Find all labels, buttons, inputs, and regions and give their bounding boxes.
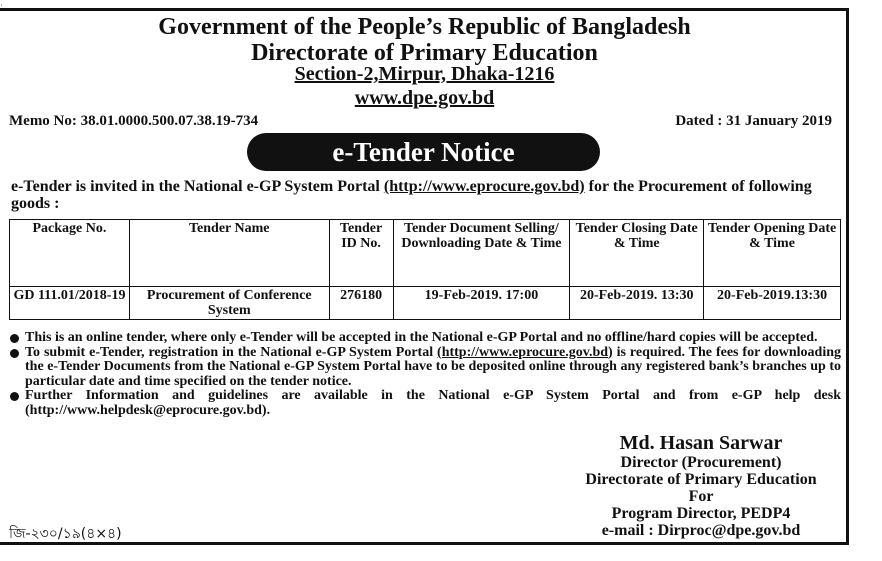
- note-3-text: Further Information and guidelines are available in the National e-GP System Portal and from e-GP help desk (http://www.helpdesk@eprocure.gov.bd).: [25, 388, 841, 418]
- col-tender-name: Tender Name: [129, 220, 329, 287]
- note-2-before: To submit e-Tender, registration in the National e-GP System Portal: [25, 344, 438, 360]
- signatory-name: Md. Hasan Sarwar: [619, 432, 783, 454]
- publication-code: জি-২৩০/১৯(৪×৪): [9, 526, 122, 542]
- cell-package-no: GD 111.01/2018-19: [10, 287, 130, 320]
- header-government: Government of the People’s Republic of Bangladesh: [158, 14, 691, 40]
- col-opening-date: Tender Opening Date & Time: [704, 220, 841, 287]
- col-selling-date: Tender Document Selling/ Downloading Date & Time: [393, 220, 570, 287]
- cell-selling-date: 19-Feb-2019. 17:00: [393, 287, 570, 320]
- col-closing-date: Tender Closing Date & Time: [570, 220, 704, 287]
- signatory-on-behalf: Program Director, PEDP4: [611, 505, 791, 522]
- eprocure-link[interactable]: (http://www.eprocure.gov.bd): [383, 178, 585, 195]
- note-2-after: is required. The fees for downloading the e-Tender Documents from the National e-GP System Portal have to be deposited online through any registered bank’s branches up to particular date and time specified on the tender notice.: [25, 344, 842, 389]
- intro-before: e-Tender is invited in the National e-GP System Portal: [11, 178, 384, 195]
- header-address: [0, 63, 849, 86]
- signatory-designation: Director (Procurement): [620, 454, 782, 471]
- bullet-icon: [10, 392, 19, 401]
- bullet-icon: [10, 334, 19, 343]
- notice-title: e-Tender Notice: [247, 133, 600, 171]
- bullet-icon: [10, 349, 19, 358]
- eprocure-link-2[interactable]: (http://www.eprocure.gov.bd): [437, 344, 613, 360]
- note-further-info: [9, 389, 841, 418]
- corner-mark: ·: [0, 0, 3, 10]
- tender-table: [9, 219, 841, 320]
- signatory-office: Directorate of Primary Education: [585, 471, 817, 488]
- notes-list: [9, 331, 841, 418]
- signatory-for: For: [688, 488, 714, 505]
- col-package-no: Package No.: [10, 220, 130, 287]
- note-1-text: This is an online tender, where only e-Tender will be accepted in the National e-GP Portal and no offline/hard copies will be accepted.: [25, 330, 818, 345]
- cell-tender-id: 276180: [329, 287, 393, 320]
- cell-closing-date: 20-Feb-2019. 13:30: [570, 287, 704, 320]
- cell-opening-date: 20-Feb-2019.13:30: [704, 287, 841, 320]
- header-website: [0, 87, 849, 110]
- signature-block: [552, 433, 850, 539]
- header-directorate: Directorate of Primary Education: [251, 40, 598, 66]
- note-online-tender: [9, 331, 841, 346]
- intro-after: for the Procurement of following goods :: [11, 178, 812, 212]
- table-header-row: [10, 220, 841, 287]
- signatory-email[interactable]: e-mail : Dirproc@dpe.gov.bd: [601, 522, 801, 539]
- notice-date: Dated : 31 January 2019: [675, 113, 832, 129]
- col-tender-id: Tender ID No.: [329, 220, 393, 287]
- table-row: [10, 287, 841, 320]
- intro-paragraph: [11, 178, 841, 212]
- website-link[interactable]: www.dpe.gov.bd: [354, 87, 495, 109]
- address-text: Section-2,Mirpur, Dhaka-1216: [294, 63, 555, 85]
- memo-number: Memo No: 38.01.0000.500.07.38.19-734: [9, 113, 259, 129]
- cell-tender-name: Procurement of Conference System: [129, 287, 329, 320]
- note-registration: [9, 346, 841, 390]
